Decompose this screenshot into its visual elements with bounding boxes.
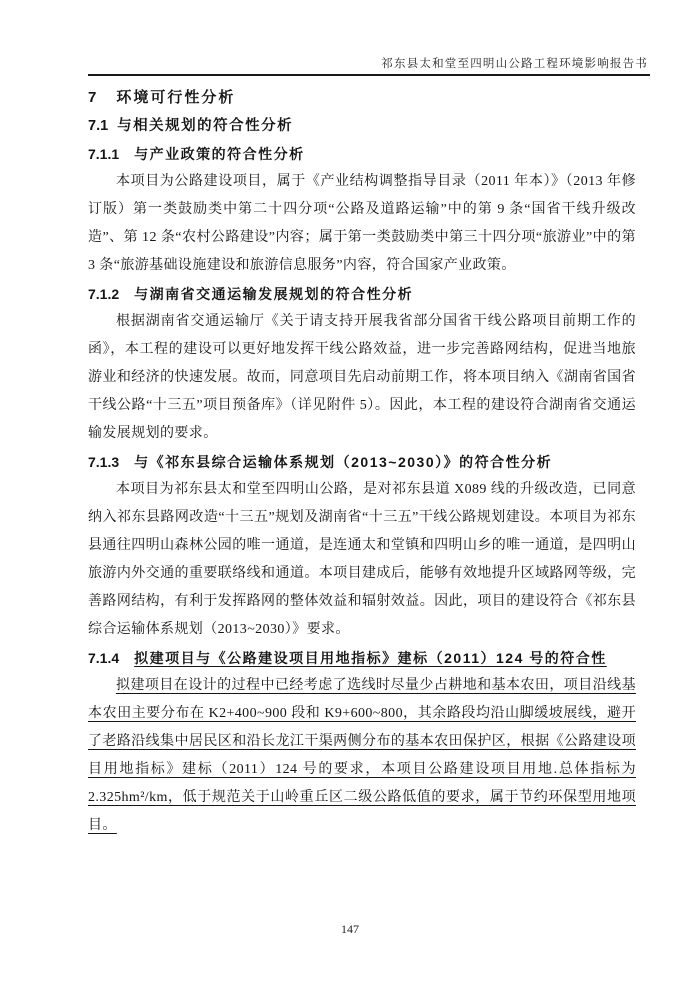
chapter-heading (88, 84, 636, 112)
subsection-title: 与湖南省交通运输发展规划的符合性分析 (134, 286, 414, 302)
subsection-title: 与产业政策的符合性分析 (134, 146, 305, 162)
page-number: 147 (341, 922, 359, 936)
section-heading (88, 112, 636, 140)
subsection-paragraph-712: 根据湖南省交通运输厅《关于请支持开展我省部分国省干线公路项目前期工作的函》，本工程的建设可以更好地发挥干线公路效益，进一步完善路网结构，促进当地旅游业和经济的快速发展。故而，同意项目先启动前期工作，将本项目纳入《湖南省国省干线公路“十三五”项目预备库》（详见附件 5）。因此，本工程的建设符合湖南省交通运输发展规划的要求。 (88, 314, 636, 441)
page-content (88, 84, 636, 840)
chapter-title: 环境可行性分析 (116, 89, 236, 106)
subsection-title: 拟建项目与《公路建设项目用地指标》建标（2011）124 号的符合性 (134, 650, 607, 666)
subsection-heading-713 (88, 448, 636, 476)
chapter-number: 7 (88, 89, 97, 106)
subsection-title: 与《祁东县综合运输体系规划（2013~2030）》的符合性分析 (134, 454, 553, 470)
subsection-heading-711 (88, 140, 636, 168)
subsection-number: 7.1.1 (88, 146, 120, 162)
subsection-paragraph-711: 本项目为公路建设项目，属于《产业结构调整指导目录（2011 年本）》（2013 年修订版）第一类鼓励类中第二十四分项“公路及道路运输”中的第 9 条“国省干线升级改造”、第 12 条“农村公路建设”内容；属于第一类鼓励类中第三十四分项“旅游业”中的第 3 条“旅游基础设施建设和旅游信息服务”内容，符合国家产业政策。 (88, 174, 636, 273)
subsection-heading-712 (88, 280, 636, 308)
running-header-title: 祁东县太和堂至四明山公路工程环境影响报告书 (381, 58, 648, 70)
subsection-number: 7.1.3 (88, 454, 120, 470)
subsection-number: 7.1.2 (88, 286, 120, 302)
subsection-paragraph-713: 本项目为祁东县太和堂至四明山公路，是对祁东县道 X089 线的升级改造，已同意纳入祁东县路网改造“十三五”规划及湖南省“十三五”干线公路规划建设。本项目为祁东县通往四明山森林公园的唯一通道，是连通太和堂镇和四明山乡的唯一通道，是四明山旅游内外交通的重要联络线和通道。本项目建成后，能够有效地提升区域路网等级，完善路网结构，有利于发挥路网的整体效益和辐射效益。因此，项目的建设符合《祁东县综合运输体系规划（2013~2030）》要求。 (88, 482, 636, 637)
section-number: 7.1 (88, 118, 109, 134)
subsection-paragraph-714: 拟建项目在设计的过程中已经考虑了选线时尽量少占耕地和基本农田，项目沿线基本农田主要分布在 K2+400~900 段和 K9+600~800，其余路段均沿山脚缓坡展线，避开了老路沿线集中居民区和沿长龙江干渠两侧分布的基本农田保护区，根据《公路建设项目用地指标》建标（2011）124 号的要求，本项目公路建设项目用地.总体指标为 2.325hm²/km，低于规范关于山岭重丘区二级公路低值的要求，属于节约环保型用地项目。 (88, 678, 636, 833)
header-rule (88, 74, 650, 76)
subsection-number: 7.1.4 (88, 650, 120, 666)
section-title: 与相关规划的符合性分析 (117, 118, 294, 134)
running-header (88, 55, 648, 71)
subsection-heading-714 (88, 644, 636, 672)
